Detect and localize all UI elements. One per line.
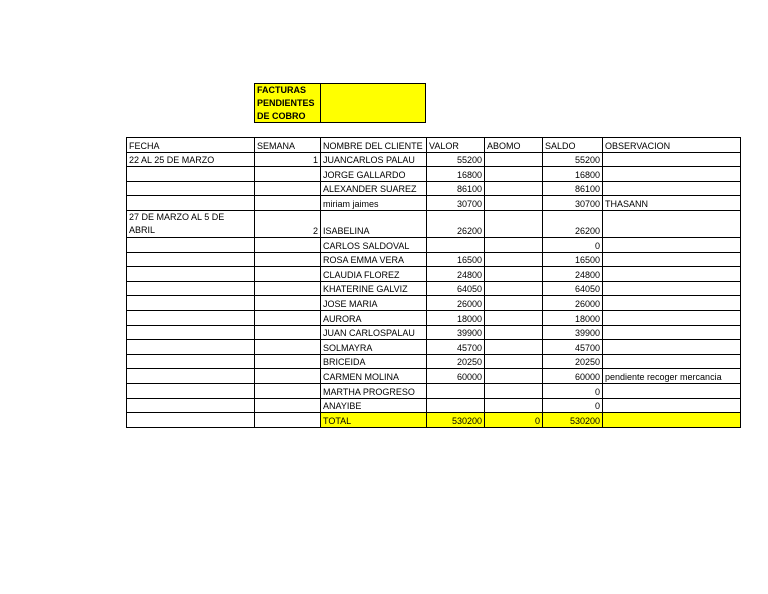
balance-cell: 86100 <box>543 181 603 196</box>
client-cell: ISABELINA <box>321 210 427 237</box>
date-cell: 22 AL 25 DE MARZO <box>127 152 255 167</box>
week-cell <box>255 354 321 369</box>
client-cell: CARMEN MOLINA <box>321 369 427 384</box>
value-cell: 26200 <box>427 210 485 237</box>
payment-cell: 0 <box>485 413 543 428</box>
client-cell: ALEXANDER SUAREZ <box>321 181 427 196</box>
balance-cell: SALDO <box>543 138 603 153</box>
payment-cell <box>485 281 543 296</box>
date-cell <box>127 413 255 428</box>
observation-cell <box>603 181 741 196</box>
client-cell: JOSE MARIA <box>321 296 427 311</box>
table-row <box>127 210 741 237</box>
week-cell <box>255 369 321 384</box>
client-cell: BRICEIDA <box>321 354 427 369</box>
value-cell <box>427 237 485 252</box>
payment-cell <box>485 267 543 282</box>
table-row <box>127 369 741 384</box>
balance-cell: 0 <box>543 237 603 252</box>
table-row <box>127 398 741 413</box>
observation-cell: pendiente recoger mercancia <box>603 369 741 384</box>
date-cell <box>127 354 255 369</box>
date-cell: FECHA <box>127 138 255 153</box>
payment-cell <box>485 237 543 252</box>
observation-cell <box>603 354 741 369</box>
value-cell: 39900 <box>427 325 485 340</box>
observation-cell <box>603 210 741 237</box>
table-row <box>127 354 741 369</box>
balance-cell: 16800 <box>543 167 603 182</box>
client-cell: SOLMAYRA <box>321 340 427 355</box>
date-cell <box>127 340 255 355</box>
balance-cell: 18000 <box>543 310 603 325</box>
payment-cell <box>485 383 543 398</box>
week-cell <box>255 237 321 252</box>
observation-cell <box>603 267 741 282</box>
date-cell <box>127 383 255 398</box>
table-row <box>127 383 741 398</box>
balance-cell: 45700 <box>543 340 603 355</box>
observation-cell <box>603 398 741 413</box>
value-cell: 26000 <box>427 296 485 311</box>
observation-cell: THASANN <box>603 196 741 211</box>
value-cell: 86100 <box>427 181 485 196</box>
table-row <box>127 340 741 355</box>
total-row <box>127 413 741 428</box>
client-cell: JUANCARLOS PALAU <box>321 152 427 167</box>
pending-invoices-title-box <box>254 83 426 123</box>
observation-cell <box>603 281 741 296</box>
payment-cell <box>485 252 543 267</box>
table-row <box>127 152 741 167</box>
week-cell <box>255 325 321 340</box>
date-cell <box>127 267 255 282</box>
payment-cell <box>485 296 543 311</box>
value-cell: 18000 <box>427 310 485 325</box>
table-row <box>127 267 741 282</box>
balance-cell: 64050 <box>543 281 603 296</box>
date-cell <box>127 281 255 296</box>
balance-cell: 16500 <box>543 252 603 267</box>
client-cell: CARLOS SALDOVAL <box>321 237 427 252</box>
table-row <box>127 196 741 211</box>
week-cell <box>255 310 321 325</box>
observation-cell <box>603 325 741 340</box>
pending-invoices-title: FACTURAS PENDIENTES DE COBRO <box>255 84 321 122</box>
client-cell: MARTHA PROGRESO <box>321 383 427 398</box>
client-cell: NOMBRE DEL CLIENTE <box>321 138 427 153</box>
week-cell <box>255 167 321 182</box>
date-cell <box>127 369 255 384</box>
date-cell <box>127 325 255 340</box>
value-cell: 20250 <box>427 354 485 369</box>
client-cell: miriam jaimes <box>321 196 427 211</box>
client-cell: JUAN CARLOSPALAU <box>321 325 427 340</box>
value-cell: 530200 <box>427 413 485 428</box>
balance-cell: 530200 <box>543 413 603 428</box>
table-row <box>127 252 741 267</box>
table-row <box>127 296 741 311</box>
date-cell <box>127 237 255 252</box>
date-cell <box>127 196 255 211</box>
week-cell <box>255 340 321 355</box>
value-cell: 60000 <box>427 369 485 384</box>
client-cell: TOTAL <box>321 413 427 428</box>
week-cell <box>255 281 321 296</box>
header-row <box>127 138 741 153</box>
value-cell: 30700 <box>427 196 485 211</box>
week-cell <box>255 181 321 196</box>
payment-cell <box>485 369 543 384</box>
balance-cell: 60000 <box>543 369 603 384</box>
week-cell <box>255 252 321 267</box>
balance-cell: 0 <box>543 398 603 413</box>
table-row <box>127 310 741 325</box>
date-cell: 27 DE MARZO AL 5 DE ABRIL <box>127 210 255 237</box>
date-cell <box>127 252 255 267</box>
value-cell: 16500 <box>427 252 485 267</box>
value-cell <box>427 383 485 398</box>
value-cell: 16800 <box>427 167 485 182</box>
date-cell <box>127 167 255 182</box>
observation-cell <box>603 296 741 311</box>
payment-cell <box>485 167 543 182</box>
client-cell: AURORA <box>321 310 427 325</box>
payment-cell <box>485 340 543 355</box>
week-cell <box>255 398 321 413</box>
balance-cell: 30700 <box>543 196 603 211</box>
table-row <box>127 167 741 182</box>
week-cell: SEMANA <box>255 138 321 153</box>
value-cell: 45700 <box>427 340 485 355</box>
value-cell <box>427 398 485 413</box>
value-cell: VALOR <box>427 138 485 153</box>
balance-cell: 26000 <box>543 296 603 311</box>
client-cell: JORGE GALLARDO <box>321 167 427 182</box>
date-cell <box>127 398 255 413</box>
value-cell: 55200 <box>427 152 485 167</box>
value-cell: 24800 <box>427 267 485 282</box>
balance-cell: 0 <box>543 383 603 398</box>
balance-cell: 26200 <box>543 210 603 237</box>
client-cell: ANAYIBE <box>321 398 427 413</box>
week-cell <box>255 413 321 428</box>
week-cell <box>255 196 321 211</box>
observation-cell <box>603 252 741 267</box>
observation-cell <box>603 237 741 252</box>
balance-cell: 20250 <box>543 354 603 369</box>
payment-cell <box>485 210 543 237</box>
table-row <box>127 325 741 340</box>
payment-cell <box>485 325 543 340</box>
balance-cell: 24800 <box>543 267 603 282</box>
balance-cell: 55200 <box>543 152 603 167</box>
observation-cell <box>603 310 741 325</box>
payment-cell <box>485 310 543 325</box>
week-cell: 2 <box>255 210 321 237</box>
client-cell: CLAUDIA FLOREZ <box>321 267 427 282</box>
observation-cell: OBSERVACION <box>603 138 741 153</box>
week-cell <box>255 267 321 282</box>
date-cell <box>127 310 255 325</box>
observation-cell <box>603 383 741 398</box>
week-cell <box>255 383 321 398</box>
value-cell: 64050 <box>427 281 485 296</box>
title-empty-cell <box>321 84 425 122</box>
payment-cell <box>485 196 543 211</box>
observation-cell <box>603 167 741 182</box>
payment-cell <box>485 354 543 369</box>
week-cell: 1 <box>255 152 321 167</box>
client-cell: KHATERINE GALVIZ <box>321 281 427 296</box>
observation-cell <box>603 152 741 167</box>
payment-cell <box>485 152 543 167</box>
table-row <box>127 181 741 196</box>
balance-cell: 39900 <box>543 325 603 340</box>
date-cell <box>127 181 255 196</box>
observation-cell <box>603 340 741 355</box>
table-row <box>127 237 741 252</box>
invoices-table <box>126 137 741 428</box>
table-row <box>127 281 741 296</box>
week-cell <box>255 296 321 311</box>
payment-cell <box>485 181 543 196</box>
date-cell <box>127 296 255 311</box>
payment-cell <box>485 398 543 413</box>
observation-cell <box>603 413 741 428</box>
client-cell: ROSA EMMA VERA <box>321 252 427 267</box>
payment-cell: ABOMO <box>485 138 543 153</box>
